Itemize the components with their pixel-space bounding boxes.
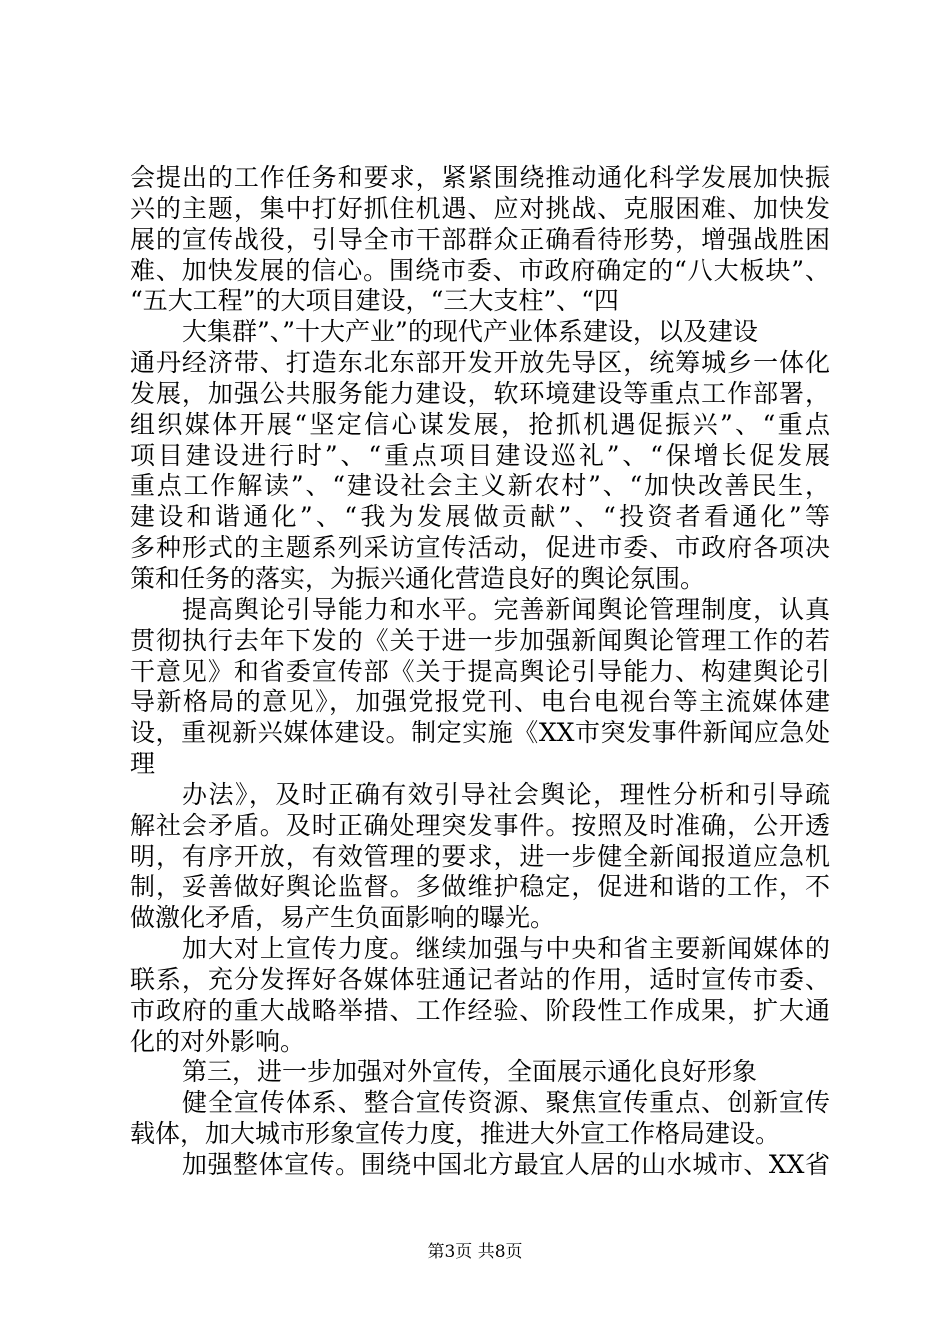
text-line: 重点工作解读”、“建设社会主义新农村”、“加快改善民生， [130,471,830,500]
text-line: 市政府的重大战略举措、工作经验、阶段性工作成果，扩大通 [130,996,830,1025]
text-line: 设，重视新兴媒体建设。制定实施《XX市突发事件新闻应急处 [130,718,830,747]
text-line: 明，有序开放，有效管理的要求，进一步健全新闻报道应急机 [130,842,830,871]
text-line: 提高舆论引导能力和水平。完善新闻舆论管理制度，认真 [182,595,830,624]
text-line: 加大对上宣传力度。继续加强与中央和省主要新闻媒体的 [182,934,830,963]
text-line: 建设和谐通化”、“我为发展做贡献”、“投资者看通化”等 [130,502,830,531]
text-line: 难、加快发展的信心。围绕市委、市政府确定的“八大板块”、 [130,256,830,285]
text-line: 健全宣传体系、整合宣传资源、聚焦宣传重点、创新宣传 [182,1088,830,1117]
text-line: 贯彻执行去年下发的《关于进一步加强新闻舆论管理工作的若 [130,626,830,655]
text-line: 制，妥善做好舆论监督。多做维护稳定，促进和谐的工作，不 [130,872,830,901]
text-line: 干意见》和省委宣传部《关于提高舆论引导能力、构建舆论引 [130,657,830,686]
text-line: “五大工程”的大项目建设，“三大支柱”、“四 [130,286,619,315]
text-line: 策和任务的落实，为振兴通化营造良好的舆论氛围。 [130,564,706,593]
text-line: 组织媒体开展“坚定信心谋发展，抢抓机遇促振兴”、“重点 [130,410,830,439]
text-line: 加强整体宣传。围绕中国北方最宜人居的山水城市、XX省 [182,1150,830,1179]
text-line: 展的宣传战役，引导全市干部群众正确看待形势，增强战胜困 [130,225,830,254]
text-line: 联系，充分发挥好各媒体驻通记者站的作用，适时宣传市委、 [130,965,830,994]
text-line: 导新格局的意见》，加强党报党刊、电台电视台等主流媒体建 [130,687,830,716]
text-line: 理 [130,749,156,778]
text-line: 会提出的工作任务和要求，紧紧围绕推动通化科学发展加快振 [130,163,830,192]
text-line: 多种形式的主题系列采访宣传活动，促进市委、市政府各项决 [130,533,830,562]
text-line: 通丹经济带、打造东北东部开发开放先导区，统筹城乡一体化 [130,348,830,377]
text-line: 化的对外影响。 [130,1027,306,1056]
text-line: 发展，加强公共服务能力建设，软环境建设等重点工作部署， [130,379,830,408]
text-line: 项目建设进行时”、“重点项目建设巡礼”、“保增长促发展 [130,441,830,470]
text-line: 解社会矛盾。及时正确处理突发事件。按照及时准确，公开透 [130,811,830,840]
text-line: 载体，加大城市形象宣传力度，推进大外宣工作格局建设。 [130,1119,781,1148]
text-line: 做激化矛盾，易产生负面影响的曝光。 [130,903,556,932]
text-line: 第三，进一步加强对外宣传，全面展示通化良好形象 [182,1057,758,1086]
page-footer: 第3页 共8页 [427,1242,523,1262]
text-line: 办法》，及时正确有效引导社会舆论，理性分析和引导疏 [182,780,830,809]
text-line: 大集群”、”十大产业”的现代产业体系建设，以及建设 [182,317,758,346]
text-line: 兴的主题，集中打好抓住机遇、应对挑战、克服困难、加快发 [130,194,830,223]
